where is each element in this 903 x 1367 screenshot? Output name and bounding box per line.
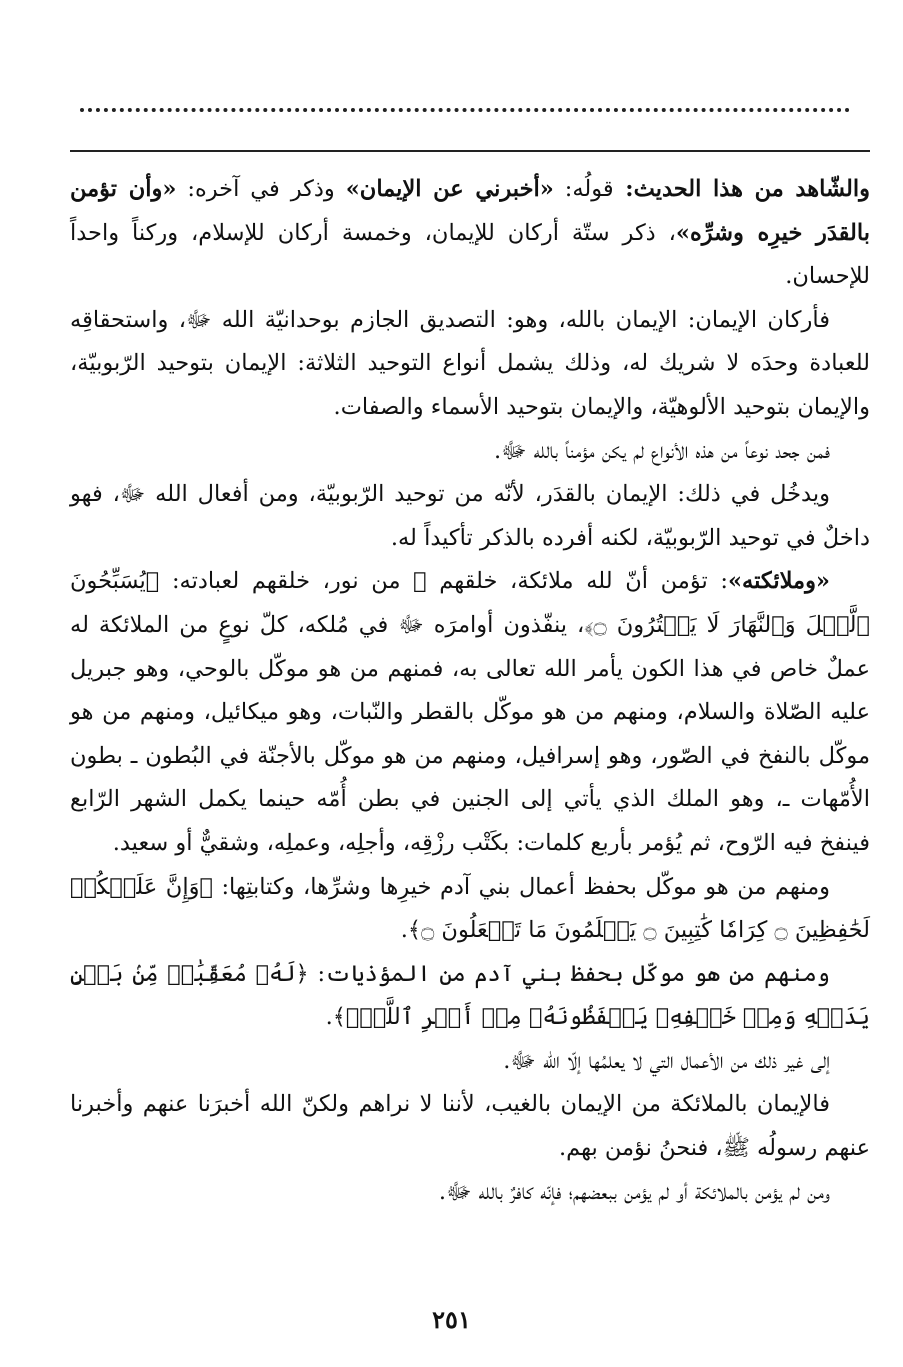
text-run: ومن لم يؤمن بالملائكة أو لم يؤمن ببعضهم؛ فإنّه كافرٌ بالله ﷻ. — [438, 1178, 830, 1205]
paragraph — [70, 473, 870, 560]
text-run: ويدخُل في ذلك: الإيمان بالقدَر، لأنّه من توحيد الرّبوبيّة، ومن أفعال الله ﷻ، فهو داخلٌ في توحيد الرّبوبيّة، لكنه أفرده بالذكر تأكيداً له. — [70, 481, 870, 551]
bold-text-run: والشّاهد من هذا الحديث: — [613, 176, 871, 202]
text-run: ومنهم من هو موكّل بحفظ أعمال بني آدم خيرِها وشرِّها، وكتابتِها: ﴿وَإِنَّ عَلَيۡكُمۡ لَحَٰفِظِينَ ۝ كِرَامٗا كَٰتِبِينَ ۝ يَعۡلَمُونَ مَا تَفۡعَلُونَ ۝﴾. — [70, 873, 870, 944]
bold-text-run: «أخبرني عن الإيمان» — [345, 176, 554, 202]
paragraph — [70, 430, 870, 474]
bold-text-run: «وملائكته» — [727, 568, 830, 595]
paragraph — [70, 1171, 870, 1215]
text-run: ، ذكر ستّة أركان للإيمان، وخمسة أركان للإسلام، وركناً واحداً للإحسان. — [70, 219, 870, 290]
paragraph — [70, 953, 870, 1040]
paragraph — [70, 1083, 870, 1170]
paragraph — [70, 1040, 870, 1084]
paragraph — [70, 168, 870, 299]
text-run: فأركان الإيمان: الإيمان بالله، وهو: التصديق الجازم بوحدانيّة الله ﷻ، واستحقاقِه للعبادة وحدَه لا شريك له، وذلك يشمل أنواع التوحيد الثلاثة: الإيمان بتوحيد الرّبوبيّة، والإيمان بتوحيد الألوهيّة، والإيمان بتوحيد الأسماء والصفات. — [70, 306, 870, 420]
main-text-block — [70, 168, 870, 1214]
text-run: : تؤمن أنّ لله ملائكة، خلقهم ﷻ من نور، خلقهم لعبادته: ﴿يُسَبِّحُونَ ٱلَّيۡلَ وَٱلنَّهَارَ لَا يَفۡتُرُونَ ۝﴾، ينفّذون أوامرَه ﷻ في مُلكه، كلّ نوعٍ من الملائكة له عملٌ خاص في هذا الكون يأمر الله تعالى به، فمنهم من هو موكّل بالوحي، وهو جبريل عليه الصّلاة والسلام، ومنهم من هو موكّل بالقطر والنّبات، وهو ميكائيل، ومنهم من هو موكّل بالنفخ في الصّور، وهو إسرافيل، ومنهم من هو موكّل بالأجنّة في البُطون ـ بطون الأُمّهات ـ، وهو الملك الذي يأتي إلى الجنين في بطن أُمّه حينما يكمل الشهر الرّابع فينفخ فيه الرّوح، ثم يُؤمر بأربع كلمات: بكَتْب رزْقِه، وأجلِه، وعملِه، وشقيٌّ أو سعيد. — [70, 568, 870, 856]
dotted-separator — [80, 108, 850, 112]
bold-text-run: «وأن تؤمن بالقدَر خيرِه وشرِّه» — [70, 176, 870, 246]
text-run: قولُه: — [553, 176, 614, 202]
text-run: وذكر في آخره: — [176, 176, 346, 202]
text-run: فالإيمان بالملائكة من الإيمان بالغيب، لأننا لا نراهم ولكنّ الله أخبرَنا عنهم وأخبرنا عنهم رسولُه ﷺ، فنحنُ نؤمن بهم. — [70, 1091, 870, 1162]
text-run: إلى غير ذلك من الأعمال التي لا يعلمُها إلّا الله ﷻ. — [503, 1047, 830, 1074]
paragraph — [70, 866, 870, 953]
header-rule — [70, 150, 870, 152]
text-run: فمن جحد نوعاً من هذه الأنواع لم يكن مؤمناً بالله ﷻ. — [494, 437, 830, 464]
text-run: ومنهم من هو موكّل بحفظ بني آدم من المؤذيات: ﴿لَهُۥ مُعَقِّبَٰتٞ مِّنۢ بَيۡنِ يَدَيۡهِ وَمِنۡ خَلۡفِهِۦ يَحۡفَظُونَهُۥ مِنۡ أَمۡرِ ٱللَّهِۗ﴾. — [70, 960, 870, 1031]
paragraph — [70, 560, 870, 865]
page-number: ٢٥١ — [432, 1305, 471, 1334]
paragraph — [70, 299, 870, 430]
